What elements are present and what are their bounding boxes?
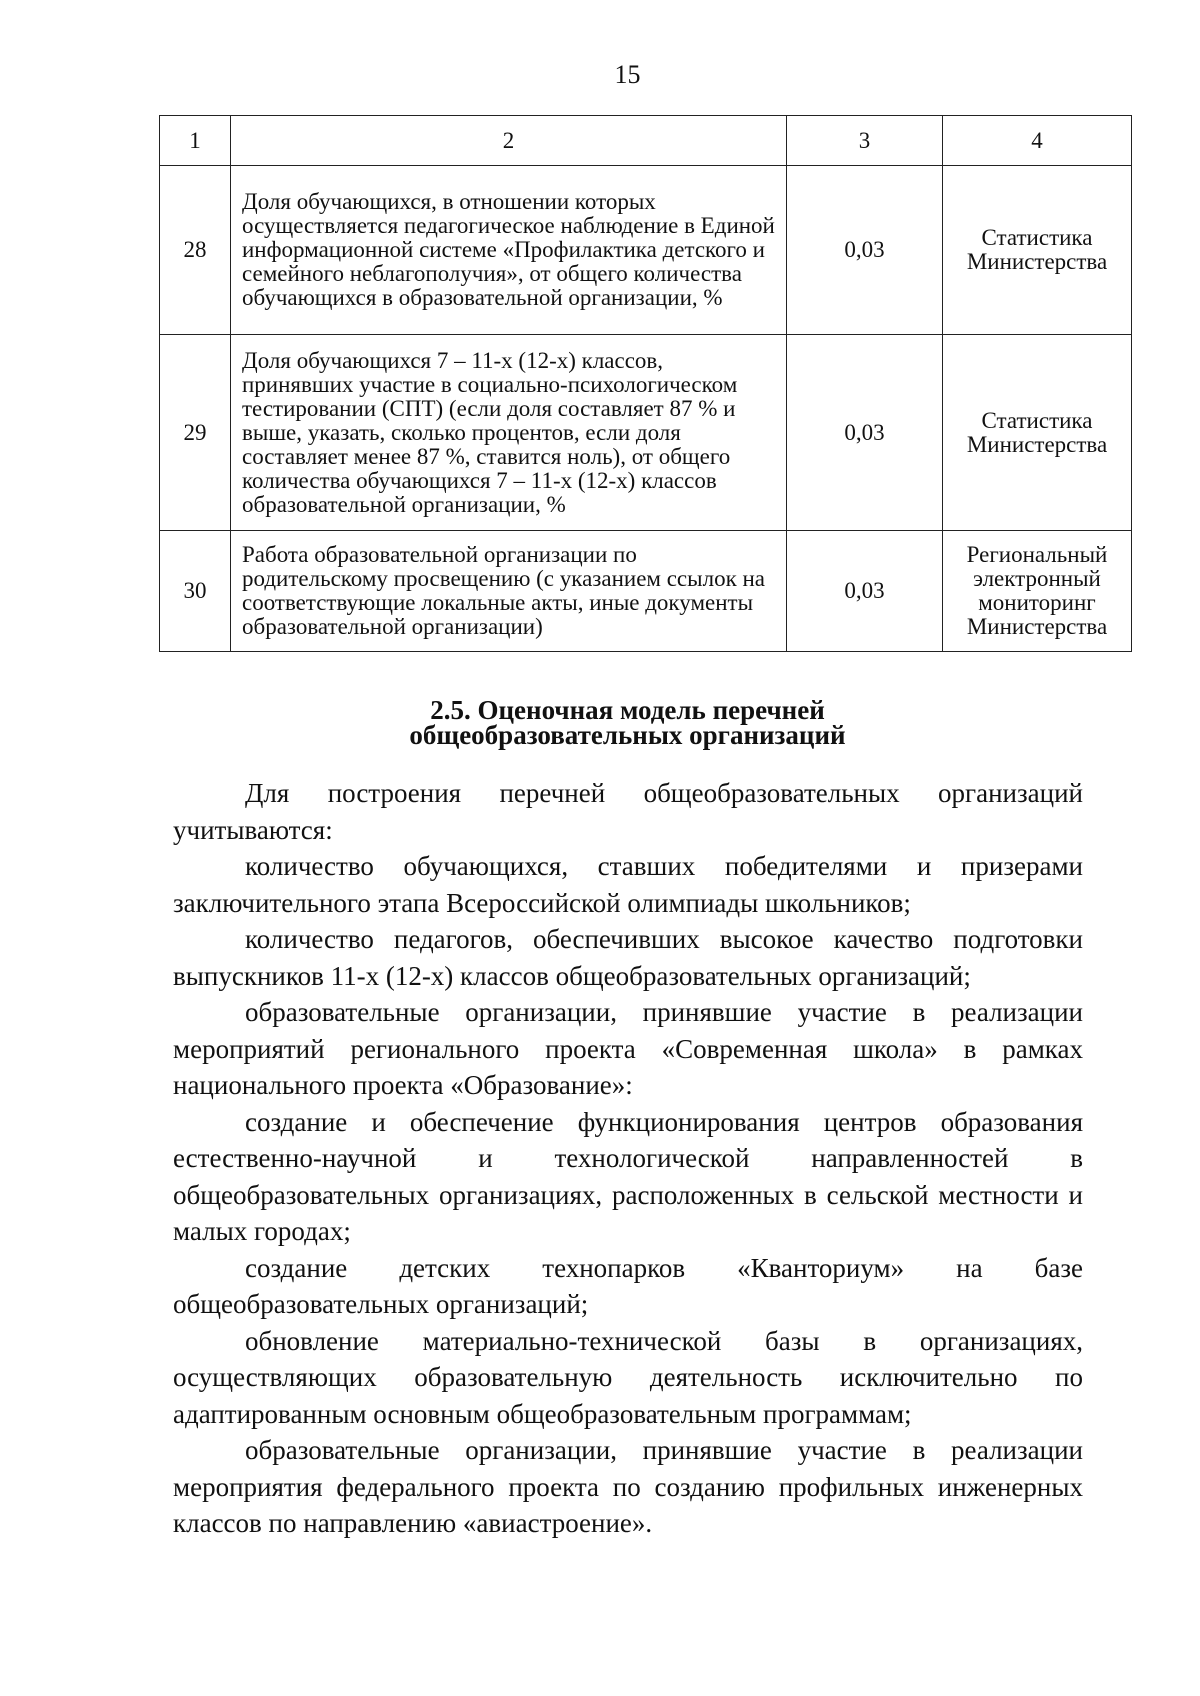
row-source: Статистика Министерства <box>943 335 1132 531</box>
paragraph-teachers-quality: количество педагогов, обеспечивших высокое качество подготовки выпускников 11-х (12-х) классов общеобразовательных организаций; <box>173 924 1083 991</box>
row-description: Работа образовательной организации по родительскому просвещению (с указанием ссылок на соответствующие локальные акты, иные документы образовательной организации) <box>231 531 787 652</box>
row-description: Доля обучающихся, в отношении которых осуществляется педагогическое наблюдение в Единой информационной системе «Профилактика детского и семейного неблагополучия», от общего количества обучающихся в образовательной организации, % <box>231 166 787 335</box>
paragraph-intro: Для построения перечней общеобразовательных организаций учитываются: <box>173 778 1083 845</box>
row-weight: 0,03 <box>787 335 943 531</box>
paragraph-aviation-classes: образовательные организации, принявшие участие в реализации мероприятия федерального проекта по созданию профильных инженерных классов по направлению «авиастроение». <box>173 1435 1083 1538</box>
paragraph-material-base: обновление материально-технической базы в организациях, осуществляющих образовательную деятельность исключительно по адаптированным основным общеобразовательным программам; <box>173 1325 1083 1429</box>
column-number-2: 2 <box>231 116 787 166</box>
row-number: 30 <box>160 531 231 652</box>
row-description: Доля обучающихся 7 – 11-х (12-х) классов, принявших участие в социально-психологическом тестировании (СПТ) (если доля составляет 87 % и выше, указать, сколько процентов, если доля составляет менее 87 %, ставится ноль), от общего количества обучающихся 7 – 11-х (12-х) классов образовательной организации, % <box>231 335 787 531</box>
table-row <box>160 335 1132 531</box>
table-row <box>160 531 1132 652</box>
column-number-4: 4 <box>943 116 1132 166</box>
table-header-row <box>160 116 1132 166</box>
paragraph-modern-school-project: образовательные организации, принявшие участие в реализации мероприятий регионального проекта «Современная школа» в рамках национального проекта «Образование»: <box>173 997 1083 1100</box>
row-number: 29 <box>160 335 231 531</box>
column-number-1: 1 <box>160 116 231 166</box>
row-number: 28 <box>160 166 231 335</box>
row-source: Статистика Министерства <box>943 166 1132 335</box>
paragraph-science-centers: создание и обеспечение функционирования центров образования естественно-научной и технологической направленностей в общеобразовательных организациях, расположенных в сельской местности и малых городах; <box>173 1106 1083 1246</box>
page-number: 15 <box>614 60 641 89</box>
row-weight: 0,03 <box>787 531 943 652</box>
row-source: Региональный электронный мониторинг Министерства <box>943 531 1132 652</box>
paragraph-kvantorium: создание детских технопарков «Кванториум» на базе общеобразовательных организаций; <box>173 1252 1083 1319</box>
indicators-table <box>159 115 1132 652</box>
section-title-line-1: 2.5. Оценочная модель перечней <box>430 695 825 725</box>
section-title-line-2: общеобразовательных организаций <box>409 720 846 750</box>
row-weight: 0,03 <box>787 166 943 335</box>
table-row <box>160 166 1132 335</box>
column-number-3: 3 <box>787 116 943 166</box>
section-body <box>173 775 1083 1542</box>
paragraph-olympiad-winners: количество обучающихся, ставших победителями и призерами заключительного этапа Всероссийской олимпиады школьников; <box>173 851 1083 918</box>
section-title <box>0 695 1200 750</box>
